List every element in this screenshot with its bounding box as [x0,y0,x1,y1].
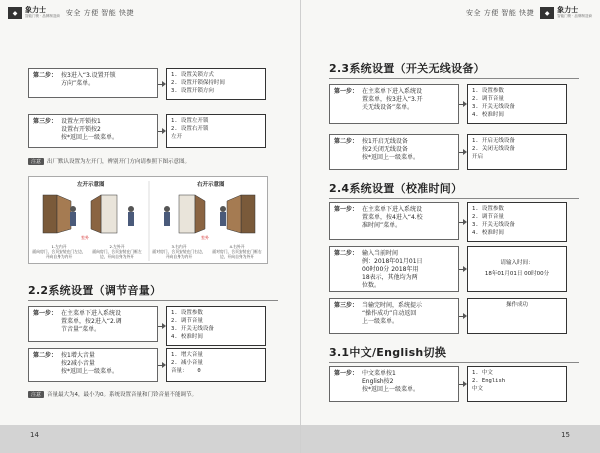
header-slogan: 安全 方便 智能 快捷 [465,9,535,17]
screen-line: 3. 开关无线设备 [472,103,515,110]
outdoor-label: 室外 [201,235,209,240]
lcd-screen [467,202,567,242]
arrow-icon [158,114,166,148]
right-open-title: 右开示意图 [197,182,225,188]
header-slogan: 安全 方便 智能 快捷 [65,9,135,17]
screen-line: 1. 设置参数 [472,88,504,94]
arrow-icon [459,298,467,334]
step-box [329,84,459,124]
caption-right-in: 3.右内开 面对房门，合页安装在门右边，开向自身为内开 [152,244,206,260]
screen-prompt: 请输入时间： [500,259,534,266]
step-label: 第二步： [33,352,58,359]
caption-left-out: 2.左外开 面向房门，合页安装在门框左边，开向自身为外开 [92,244,142,260]
step-box [329,366,459,402]
step-label: 第二步： [334,250,359,257]
logo-subtitle: 智能门锁 · 品牌制造商 [557,14,592,18]
caption-left-in: 1.左内开 面向房门，合页安装在门左边，开向自身为内开 [32,244,86,260]
step-box [329,246,459,292]
outdoor-label: 室外 [81,235,89,240]
screen-message: 操作成功 [505,302,528,308]
screen-line: 3. 开关无线设备 [472,221,515,228]
step-box [28,306,158,342]
screen-line: 1. 设置参数 [472,206,504,212]
arrow-icon [459,246,467,292]
screen-line: 1. 设置左开锁 [171,118,209,124]
door-direction-illustration [28,176,268,264]
step-label: 第二步： [33,72,58,79]
step-label: 第一步： [334,88,359,95]
volume-step-2 [28,348,266,382]
page-number: 15 [561,431,570,439]
door-note [28,157,190,165]
step-label: 第二步： [334,138,359,145]
left-header [0,0,300,26]
arrow-icon [158,306,166,346]
screen-line: 1. 开启无线设备 [472,138,515,144]
step-text: 设置左开锁按1 设置右开锁按2 按*返回上一级菜单。 [61,118,119,142]
left-footer [0,425,300,453]
right-footer [301,425,600,453]
step-text: 当输完时间，系统提示 “操作成功”自动返回 上一级菜单。 [362,302,423,326]
step-text: 在主菜单下进入系统设 置菜单，按3进入“3.开 关无线设备”菜单。 [362,88,423,112]
screen-line: 开启 [472,153,484,160]
step-text: 输入当前时间 例：2018年01月01日 00时00分 2018年用 18表示，其他均为两 位数。 [362,250,423,290]
right-page [300,0,600,453]
screen-line: 4. 校准时间 [472,111,504,118]
screen-line: 2. 调节音量 [472,213,504,220]
step-box [28,68,158,98]
step-label: 第一步： [334,370,359,377]
screen-line: 1. 设置关锁方式 [171,72,214,78]
note-tag: 注意 [28,391,44,398]
lcd-screen [467,246,567,292]
door-step-3 [28,114,266,148]
step-text: 按3进入“3.设置开锁 方向”菜单。 [61,72,116,88]
step-label: 第一步： [334,206,359,213]
screen-line: 左开 [171,133,183,140]
screen-line: 1. 设置参数 [171,310,203,316]
step-text: 中文菜单按1 English按2 按*返回上一级菜单。 [362,370,420,394]
right-header [301,0,600,26]
arrow-icon [158,348,166,382]
screen-line: 音量： 0 [171,367,201,374]
screen-line: 3. 开关无线设备 [171,325,214,332]
time-step-3 [329,298,567,334]
lcd-screen [467,366,567,402]
logo-icon: ◆ [540,7,554,19]
step-box [28,348,158,382]
time-step-2 [329,246,567,292]
step-box [329,202,459,240]
page-number: 14 [30,431,39,439]
step-label: 第三步： [334,302,359,309]
section-title-2-3: 2.3系统设置（开关无线设备） [329,60,579,79]
lcd-screen [166,348,266,382]
screen-line: 2. 调节音量 [171,317,203,324]
lcd-screen [166,306,266,346]
note-tag: 注意 [28,158,44,165]
screen-line: 2. 减小音量 [171,359,203,366]
brand-logo [8,7,60,19]
step-text: 在主菜单下进入系统设 置菜单，按4进入“4.校 准时间”菜单。 [362,206,423,230]
wireless-step-2 [329,134,567,170]
lcd-screen [467,134,567,170]
lcd-screen [467,84,567,124]
door-step-2 [28,68,266,100]
caption-right-out: 4.右外开 面对房门，合页安装在门框右边，开向自身为外开 [212,244,262,260]
screen-line: 4. 校准时间 [171,333,203,340]
screen-line: 中文 [472,385,484,392]
arrow-icon [459,84,467,124]
screen-line: 4. 校准时间 [472,229,504,236]
screen-line: 2. 调节音量 [472,95,504,102]
screen-line: 3. 设置开锁方向 [171,87,214,94]
step-text: 在主菜单下进入系统设 置菜单，按2进入“2.调 节音量”菜单。 [61,310,122,334]
arrow-icon [459,366,467,402]
logo-text: 象力士 [25,6,46,14]
lcd-screen [166,114,266,148]
lcd-screen [166,68,266,100]
language-step-1 [329,366,567,402]
lcd-screen [467,298,567,334]
section-title-2-2: 2.2系统设置（调节音量） [28,282,278,301]
left-open-title: 左开示意图 [77,182,105,188]
screen-line: 2. 关闭无线设备 [472,145,515,152]
wireless-step-1 [329,84,567,124]
logo-subtitle: 智能门锁 · 品牌制造商 [25,14,60,18]
screen-line: 1. 增大音量 [171,352,203,358]
arrow-icon [158,68,166,100]
screen-value: 18年01月01日 00时00分 [484,270,550,277]
step-text: 按1开启无线设备 按2关闭无线设备 按*返回上一级菜单。 [362,138,420,162]
screen-line: 2. 设置右开锁 [171,125,209,132]
section-title-3-1: 3.1中文/English切换 [329,344,579,363]
brand-logo [540,7,592,19]
arrow-icon [459,134,467,170]
section-title-2-4: 2.4系统设置（校准时间） [329,180,579,199]
step-box [329,298,459,334]
time-step-1 [329,202,567,242]
note-text: 出厂默认设置为左开门，辨别开门方向请参照下图示意图。 [47,159,191,165]
note-text: 音量最大为4，最小为0。系统设置音量和门铃音量不能调节。 [47,392,198,398]
step-label: 第三步： [33,118,58,125]
volume-note [28,390,197,398]
logo-text: 象力士 [557,6,579,14]
screen-line: 2. English [472,377,506,384]
screen-line: 1. 中文 [472,370,493,376]
screen-line: 2. 设置开锁保持时间 [171,79,225,86]
step-text: 按1增大音量 按2减小音量 按*返回上一级菜单。 [61,352,119,376]
arrow-icon [459,202,467,242]
volume-step-1 [28,306,266,346]
step-box [28,114,158,148]
logo-icon: ◆ [8,7,22,19]
step-box [329,134,459,170]
step-label: 第一步： [33,310,58,317]
